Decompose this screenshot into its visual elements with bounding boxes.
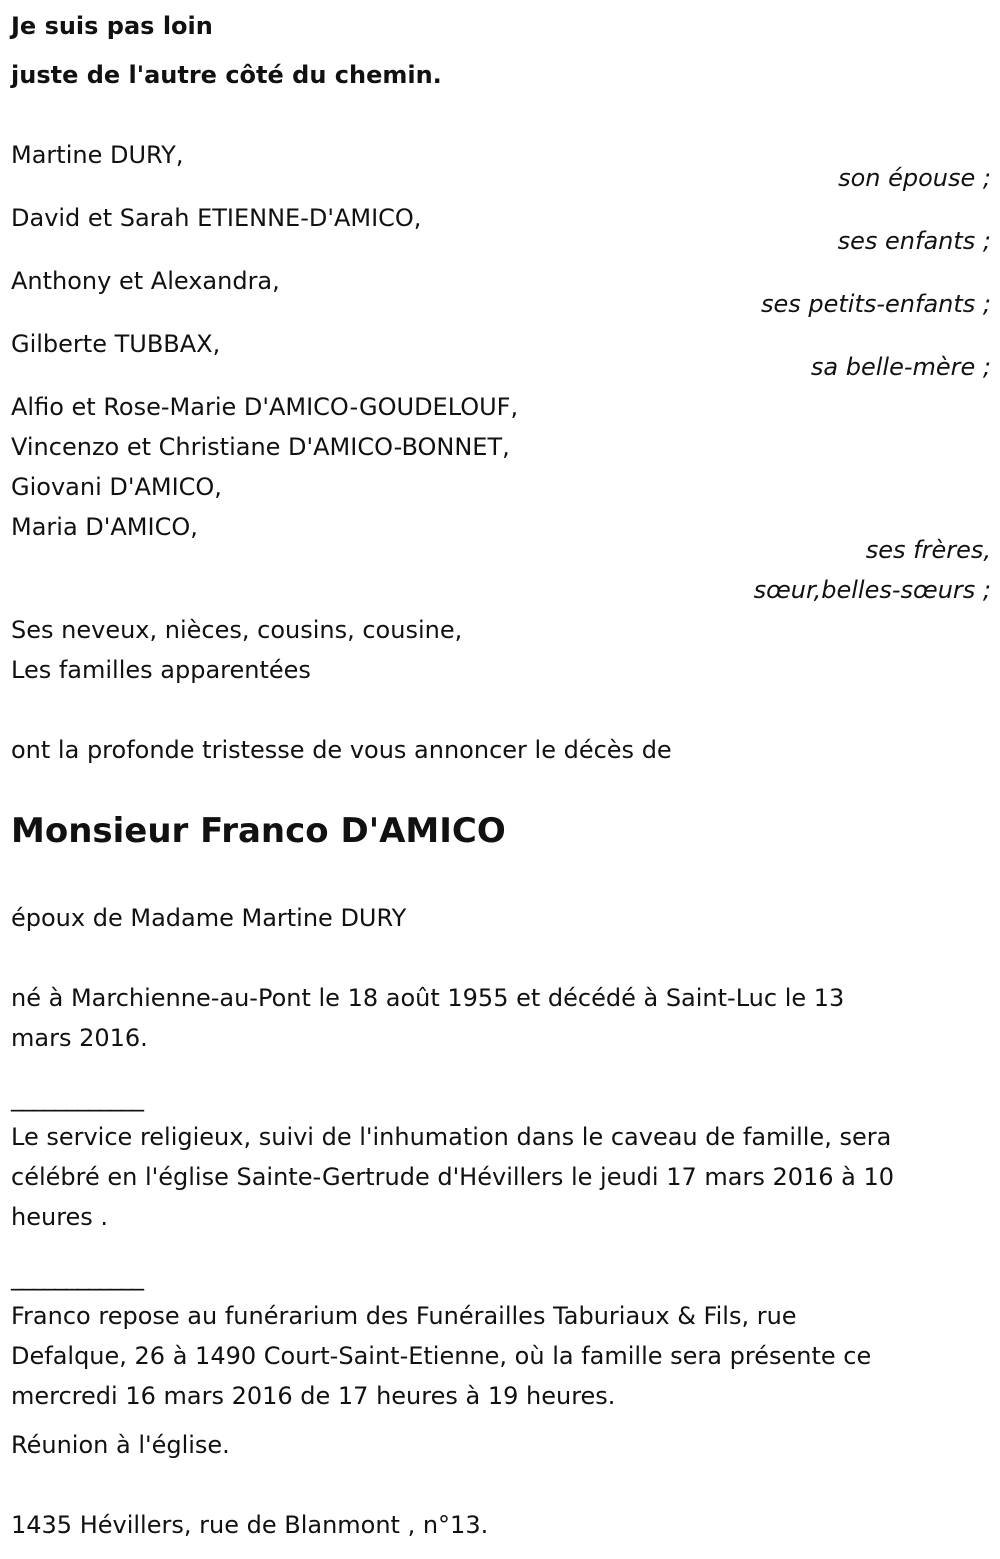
extended-family-line-1: Ses neveux, nièces, cousins, cousine,	[11, 616, 463, 644]
birth-death-line-1: né à Marchienne-au-Pont le 18 août 1955 et décédé à Saint-Luc le 13	[11, 984, 845, 1012]
children-role: ses enfants ;	[837, 227, 991, 255]
sibling-1: Alfio et Rose-Marie D'AMICO-GOUDELOUF,	[11, 393, 519, 421]
meeting-text: Réunion à l'église.	[11, 1431, 230, 1459]
separator-1: ____________	[11, 1084, 143, 1112]
birth-death-line-2: mars 2016.	[11, 1024, 148, 1052]
siblings-role-line-2: sœur,belles-sœurs ;	[753, 576, 991, 604]
announcement-text: ont la profonde tristesse de vous annoncer le décès de	[11, 736, 672, 764]
service-line-2: célébré en l'église Sainte-Gertrude d'Hévillers le jeudi 17 mars 2016 à 10	[11, 1163, 895, 1191]
sibling-3: Giovani D'AMICO,	[11, 473, 222, 501]
separator-2: ____________	[11, 1263, 143, 1291]
spouse-name: Martine DURY,	[11, 141, 184, 169]
address-text: 1435 Hévillers, rue de Blanmont , n°13.	[11, 1511, 489, 1539]
service-line-3: heures .	[11, 1203, 109, 1231]
mother-in-law-name: Gilberte TUBBAX,	[11, 330, 221, 358]
funeral-home-line-1: Franco repose au funérarium des Funérailles Taburiaux & Fils, rue	[11, 1302, 797, 1330]
children-names: David et Sarah ETIENNE-D'AMICO,	[11, 204, 422, 232]
grandchildren-names: Anthony et Alexandra,	[11, 267, 280, 295]
epigraph-line-1: Je suis pas loin	[11, 12, 213, 40]
spouse-role: son épouse ;	[838, 164, 991, 192]
funeral-home-line-2: Defalque, 26 à 1490 Court-Saint-Etienne, où la famille sera présente ce	[11, 1342, 872, 1370]
epigraph-line-2: juste de l'autre côté du chemin.	[11, 61, 442, 89]
extended-family-line-2: Les familles apparentées	[11, 656, 311, 684]
siblings-role-line-1: ses frères,	[865, 536, 991, 564]
sibling-2: Vincenzo et Christiane D'AMICO-BONNET,	[11, 433, 510, 461]
service-line-1: Le service religieux, suivi de l'inhumation dans le caveau de famille, sera	[11, 1123, 892, 1151]
sibling-4: Maria D'AMICO,	[11, 513, 198, 541]
grandchildren-role: ses petits-enfants ;	[760, 290, 991, 318]
mother-in-law-role: sa belle-mère ;	[810, 353, 991, 381]
deceased-name: Monsieur Franco D'AMICO	[11, 811, 506, 851]
spouse-of-text: époux de Madame Martine DURY	[11, 904, 407, 932]
funeral-home-line-3: mercredi 16 mars 2016 de 17 heures à 19 heures.	[11, 1382, 616, 1410]
